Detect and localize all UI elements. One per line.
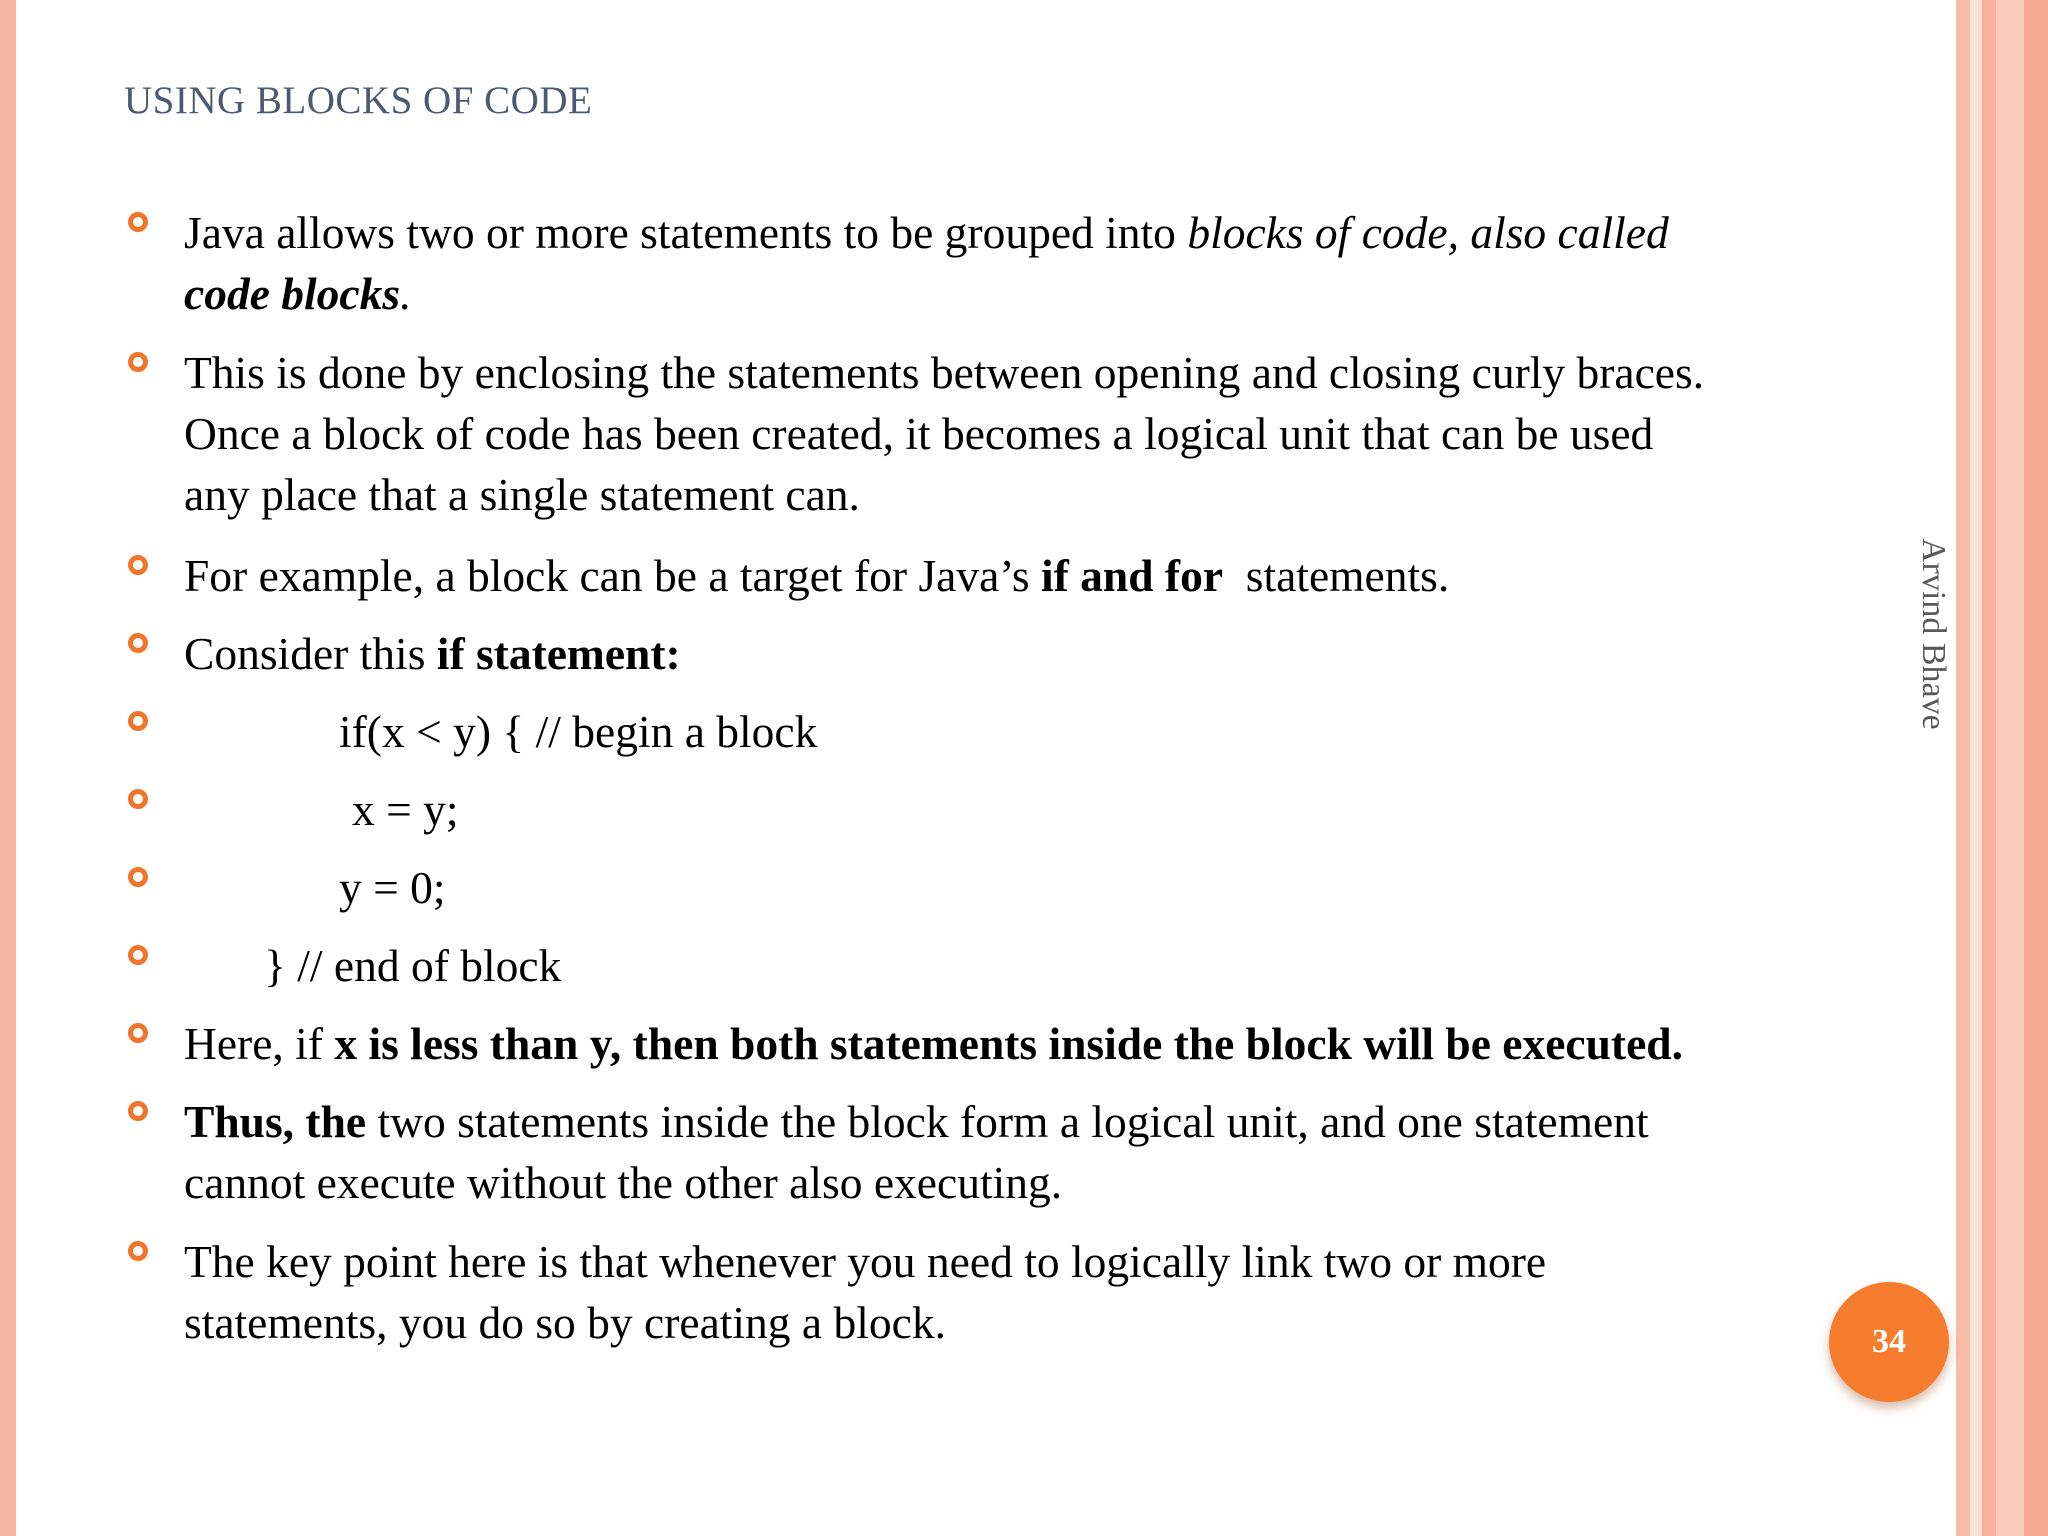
bullet-bold-text: x is less than y, then both statements inside the block will be executed. xyxy=(334,1018,1683,1069)
code-line: y = 0; xyxy=(339,862,446,913)
right-stripe xyxy=(1956,0,1970,1536)
code-line: x = y; xyxy=(352,784,459,835)
bullet-item xyxy=(184,623,681,684)
code-line: if(x < y) { // begin a block xyxy=(339,706,818,757)
right-stripe xyxy=(2024,0,2048,1536)
bullet-item xyxy=(184,342,1704,525)
bullet-item xyxy=(184,202,1669,324)
bullet-italic-text: blocks of code, also called xyxy=(1187,207,1669,258)
bullet-ring-icon xyxy=(128,633,148,653)
bullet-ring-icon xyxy=(128,555,148,575)
bullet-text: For example, a block can be a target for Java’s xyxy=(184,550,1042,601)
bullet-ring-icon xyxy=(128,212,148,232)
author-name: Arvind Bhave xyxy=(1915,538,1952,730)
bullet-bold-text: if statement: xyxy=(436,628,681,679)
bullet-ring-icon xyxy=(128,352,148,372)
bullet-text: The key point here is that whenever you need to logically link two or more xyxy=(184,1236,1547,1287)
right-stripe xyxy=(1996,0,2024,1536)
bullet-ring-icon xyxy=(128,789,148,809)
page-number-badge: 34 xyxy=(1829,1282,1949,1402)
slide-title: USING BLOCKS OF CODE xyxy=(124,79,593,122)
bullet-text: two statements inside the block form a logical unit, and one statement xyxy=(366,1096,1649,1147)
bullet-ring-icon xyxy=(128,1241,148,1261)
bullet-item xyxy=(184,1013,1683,1074)
bullet-text: Once a block of code has been created, it becomes a logical unit that can be used xyxy=(184,408,1654,459)
bullet-ring-icon xyxy=(128,711,148,731)
bullet-text: cannot execute without the other also executing. xyxy=(184,1157,1063,1208)
right-stripe xyxy=(1970,0,1982,1536)
bullet-ring-icon xyxy=(128,867,148,887)
bullet-item xyxy=(184,1091,1649,1213)
bullet-ring-icon xyxy=(128,1101,148,1121)
bullet-text: This is done by enclosing the statements between opening and closing curly braces. xyxy=(184,347,1705,398)
bullet-text: statements, you do so by creating a block. xyxy=(184,1297,946,1348)
bullet-text: any place that a single statement can. xyxy=(184,469,860,520)
code-line: } // end of block xyxy=(264,940,562,991)
bullet-italic-text: . xyxy=(400,268,412,319)
bullet-text: Java allows two or more statements to be grouped into xyxy=(184,207,1188,258)
right-stripe xyxy=(1982,0,1996,1536)
bullet-ring-icon xyxy=(128,945,148,965)
bullet-text: statements. xyxy=(1223,550,1450,601)
bullet-ring-icon xyxy=(128,1023,148,1043)
bullet-item xyxy=(184,1231,1546,1353)
bullet-bold-text: if and for xyxy=(1041,550,1224,601)
bullet-text: Here, if xyxy=(184,1018,335,1069)
bullet-item xyxy=(184,545,1449,606)
bullet-bold-text: Thus, the xyxy=(184,1096,367,1147)
bullet-bold-italic-text: code blocks xyxy=(184,268,401,319)
bullet-text: Consider this xyxy=(184,628,437,679)
